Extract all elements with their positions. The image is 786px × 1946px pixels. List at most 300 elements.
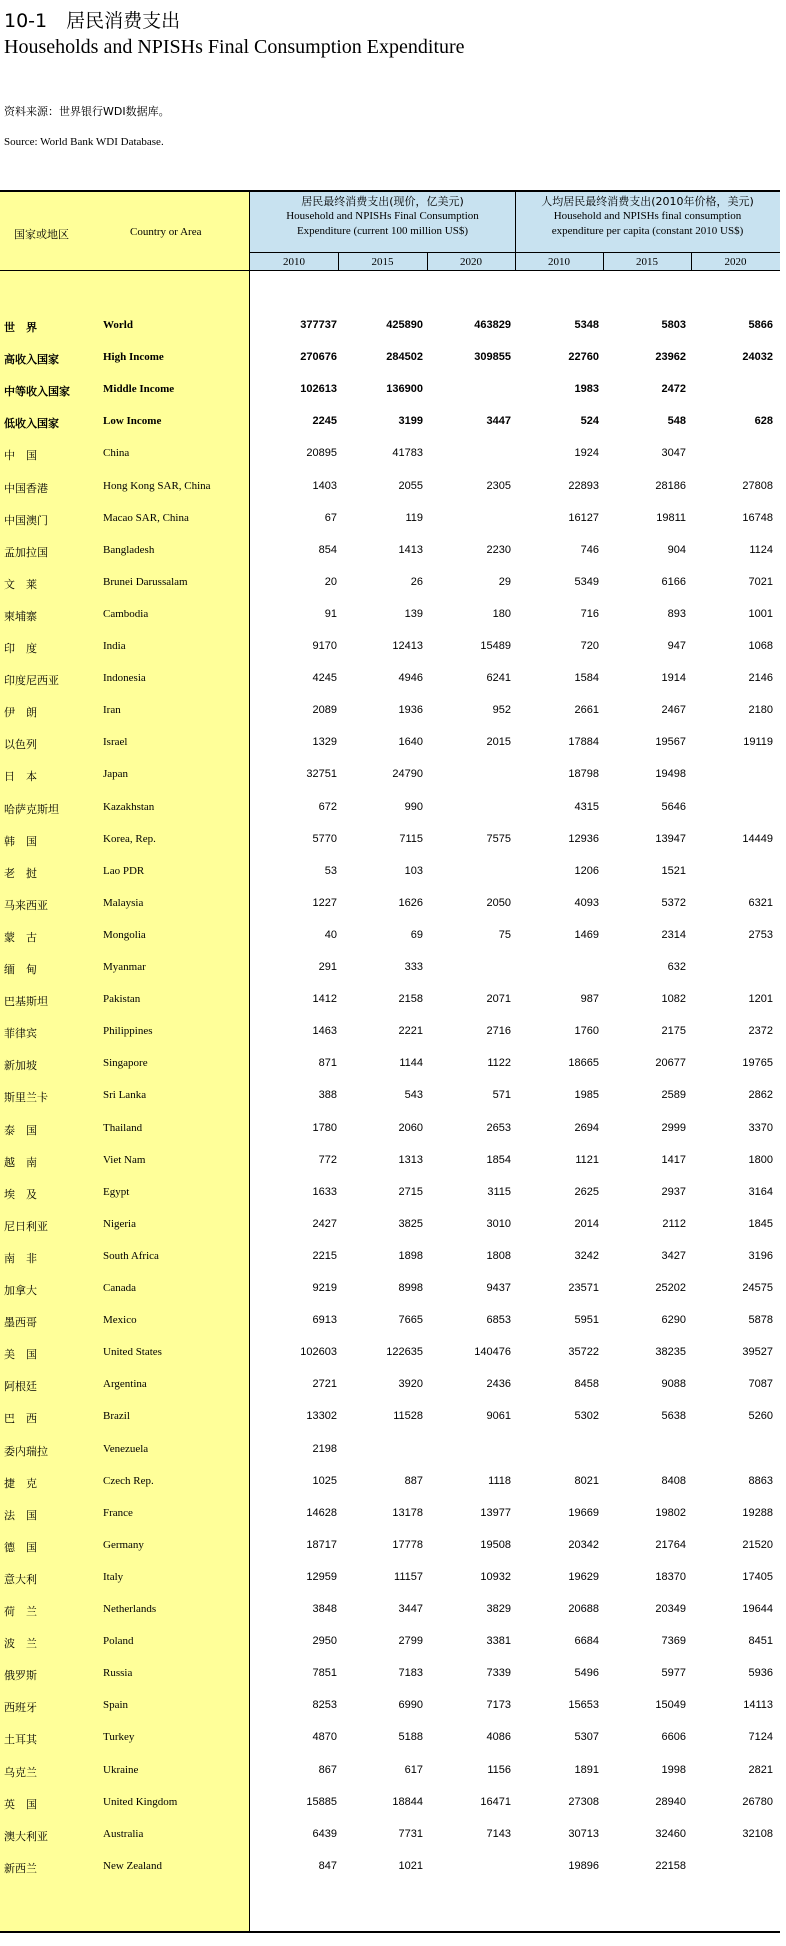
table-cell: 6606	[661, 1731, 686, 1744]
row-label-en: Ukraine	[103, 1763, 139, 1776]
table-cell: 3199	[398, 415, 423, 428]
row-label-en: Spain	[103, 1699, 129, 1712]
table-cell: 20688	[568, 1603, 599, 1615]
table-cell: 8253	[312, 1699, 337, 1712]
table-cell: 1021	[398, 1859, 423, 1872]
table-bottom-rule	[0, 1931, 780, 1933]
row-label-cn: 新加坡	[4, 1059, 37, 1073]
table-cell: 990	[404, 800, 423, 813]
table-cell: 15049	[655, 1699, 686, 1712]
table-cell: 22893	[568, 479, 599, 492]
table-cell: 12959	[306, 1570, 337, 1583]
row-label-cn: 伊 朗	[4, 706, 37, 720]
table-cell: 18665	[568, 1057, 599, 1070]
table-cell: 1584	[574, 672, 599, 685]
table-row	[0, 349, 780, 369]
table-cell: 2950	[312, 1635, 337, 1648]
row-label-cn: 巴基斯坦	[4, 995, 48, 1009]
table-cell: 3370	[748, 1121, 773, 1134]
row-label-cn: 德 国	[4, 1540, 37, 1554]
table-cell: 26780	[742, 1795, 773, 1808]
table-cell: 2372	[748, 1025, 773, 1038]
table-cell: 23571	[568, 1282, 599, 1294]
row-label-en: High Income	[103, 351, 164, 364]
table-cell: 122635	[386, 1346, 423, 1359]
table-cell: 1914	[661, 672, 686, 685]
table-cell: 30713	[568, 1827, 599, 1840]
header-label-en: Country or Area	[130, 226, 202, 238]
header-group-current-cn: 居民最终消费支出(现价，亿美元)	[301, 195, 464, 208]
table-cell: 7369	[661, 1635, 686, 1648]
table-cell: 18370	[655, 1570, 686, 1583]
table-cell: 887	[404, 1474, 423, 1487]
table-cell: 2314	[661, 928, 686, 941]
table-cell: 463829	[474, 319, 511, 331]
table-row	[0, 1055, 780, 1075]
table-cell: 21764	[655, 1538, 686, 1551]
row-label-cn: 世 界	[4, 321, 37, 334]
table-cell: 377737	[300, 319, 337, 331]
table-cell: 1780	[312, 1121, 337, 1134]
table-cell: 20895	[306, 447, 337, 460]
table-row	[0, 1216, 780, 1236]
table-row	[0, 1120, 780, 1140]
table-cell: 1845	[748, 1217, 773, 1230]
table-cell: 53	[324, 864, 337, 877]
table-cell: 19508	[480, 1538, 511, 1551]
table-cell: 15489	[480, 640, 511, 652]
row-label-cn: 波 兰	[4, 1637, 37, 1651]
table-cell: 14113	[743, 1699, 773, 1712]
page-title-en: Households and NPISHs Final Consumption Expenditure	[4, 36, 465, 58]
table-cell: 1800	[748, 1153, 773, 1166]
header-group-percapita	[515, 194, 780, 239]
table-cell: 6321	[748, 896, 773, 909]
table-row	[0, 766, 780, 786]
table-row	[0, 413, 780, 433]
row-label-en: Mongolia	[103, 928, 146, 941]
table-cell: 1156	[487, 1763, 511, 1776]
table-cell: 24575	[742, 1282, 773, 1294]
table-cell: 1082	[661, 993, 686, 1006]
table-cell: 14628	[306, 1506, 337, 1519]
table-cell: 4086	[486, 1731, 511, 1744]
table-row	[0, 702, 780, 722]
table-cell: 772	[318, 1153, 337, 1166]
row-label-cn: 孟加拉国	[4, 545, 48, 559]
table-cell: 35722	[568, 1346, 599, 1359]
table-cell: 19119	[743, 736, 773, 749]
header-year-divider	[250, 252, 780, 253]
table-row	[0, 574, 780, 594]
table-cell: 2937	[661, 1185, 686, 1198]
table-cell: 2245	[312, 415, 337, 428]
table-cell: 3427	[661, 1249, 686, 1262]
row-label-cn: 埃 及	[4, 1187, 37, 1201]
row-label-cn: 乌克兰	[4, 1765, 37, 1779]
row-label-cn: 捷 克	[4, 1476, 37, 1490]
table-row	[0, 1023, 780, 1043]
row-label-en: Iran	[103, 704, 121, 717]
table-cell: 22158	[655, 1859, 686, 1872]
table-cell: 40	[324, 928, 337, 941]
table-cell: 847	[318, 1859, 337, 1872]
table-cell: 2715	[398, 1185, 423, 1198]
table-cell: 871	[318, 1057, 337, 1070]
table-cell: 2071	[486, 993, 511, 1006]
table-cell: 20342	[568, 1538, 599, 1551]
row-label-cn: 以色列	[4, 738, 37, 752]
row-label-en: Low Income	[103, 415, 162, 428]
table-cell: 1854	[486, 1153, 511, 1166]
table-cell: 7021	[748, 575, 773, 588]
table-cell: 32751	[306, 768, 337, 781]
table-cell: 21520	[742, 1538, 773, 1551]
table-cell: 28940	[655, 1795, 686, 1808]
header-group-percapita-en-2: expenditure per capita (constant 2010 US$)	[551, 225, 744, 237]
table-cell: 854	[318, 543, 337, 556]
table-cell: 7115	[399, 832, 423, 845]
table-cell: 1924	[574, 447, 599, 460]
table-cell: 2112	[662, 1217, 686, 1230]
header-group-percapita-cn: 人均居民最终消费支出(2010年价格，美元)	[541, 195, 754, 208]
table-cell: 1329	[312, 736, 337, 749]
table-cell: 8998	[398, 1282, 423, 1294]
table-cell: 8408	[661, 1474, 686, 1487]
table-cell: 952	[492, 704, 511, 717]
table-cell: 3825	[398, 1217, 423, 1230]
table-cell: 3196	[748, 1249, 773, 1262]
table-cell: 1227	[312, 896, 337, 909]
row-label-en: Hong Kong SAR, China	[103, 479, 211, 492]
table-cell: 4245	[312, 672, 337, 685]
table-cell: 1068	[748, 640, 773, 652]
row-label-en: Israel	[103, 736, 128, 749]
table-row	[0, 542, 780, 562]
table-cell: 2753	[748, 928, 773, 941]
table-cell: 3047	[661, 447, 686, 460]
table-cell: 19644	[742, 1603, 773, 1615]
table-cell: 17405	[742, 1570, 773, 1583]
row-label-en: Viet Nam	[103, 1153, 146, 1166]
table-cell: 19802	[655, 1506, 686, 1519]
table-row	[0, 959, 780, 979]
table-cell: 5307	[574, 1731, 599, 1744]
table-row	[0, 1826, 780, 1846]
table-cell: 5496	[574, 1667, 599, 1680]
row-label-en: Malaysia	[103, 896, 144, 909]
table-cell: 39527	[742, 1346, 773, 1359]
table-cell: 5372	[661, 896, 686, 909]
year-header: 2020	[460, 256, 482, 268]
year-header: 2010	[283, 256, 305, 268]
table-cell: 16748	[742, 511, 773, 524]
row-label-en: China	[103, 447, 130, 460]
page-title-cn: 10-1 居民消费支出	[4, 10, 181, 32]
table-cell: 5977	[661, 1667, 686, 1680]
row-label-en: Netherlands	[103, 1603, 157, 1615]
table-cell: 19811	[656, 511, 686, 524]
table-cell: 2158	[398, 993, 423, 1006]
table-cell: 8021	[574, 1474, 599, 1487]
table-cell: 12936	[568, 832, 599, 845]
table-cell: 3447	[398, 1603, 423, 1615]
table-cell: 18717	[306, 1538, 337, 1551]
row-label-cn: 英 国	[4, 1797, 37, 1811]
table-cell: 26	[410, 575, 423, 588]
table-cell: 5646	[661, 800, 686, 813]
table-cell: 11528	[393, 1410, 423, 1423]
table-cell: 9088	[661, 1378, 686, 1391]
table-cell: 139	[404, 607, 423, 620]
year-header: 2015	[371, 256, 394, 268]
table-cell: 388	[318, 1089, 337, 1102]
row-label-cn: 韩 国	[4, 834, 37, 848]
table-cell: 27808	[742, 479, 773, 492]
row-label-cn: 尼日利亚	[4, 1219, 48, 1233]
table-cell: 571	[492, 1089, 511, 1102]
row-label-cn: 中国香港	[4, 481, 48, 495]
table-cell: 893	[667, 607, 686, 620]
row-label-en: Italy	[103, 1570, 124, 1583]
table-cell: 6990	[398, 1699, 423, 1712]
row-label-cn: 马来西亚	[4, 898, 48, 912]
table-cell: 2014	[574, 1217, 599, 1230]
row-label-en: Myanmar	[103, 961, 146, 973]
table-row	[0, 831, 780, 851]
row-label-en: Singapore	[103, 1057, 148, 1070]
table-cell: 29	[498, 575, 511, 588]
row-label-en: Macao SAR, China	[103, 511, 189, 524]
table-cell: 1898	[398, 1249, 423, 1262]
table-cell: 2467	[661, 704, 686, 717]
header-label-cn: 国家或地区	[14, 228, 69, 241]
table-cell: 291	[318, 961, 337, 973]
row-label-en: World	[103, 319, 133, 331]
row-label-cn: 泰 国	[4, 1123, 37, 1137]
table-cell: 2175	[661, 1025, 686, 1038]
table-cell: 5638	[661, 1410, 686, 1423]
table-cell: 3447	[486, 415, 511, 428]
table-cell: 1469	[574, 928, 599, 941]
table-row	[0, 1729, 780, 1749]
source-note-cn: 资料来源：世界银行WDI数据库。	[4, 105, 170, 118]
table-cell: 32460	[655, 1827, 686, 1840]
row-label-en: Egypt	[103, 1185, 130, 1198]
table-cell: 543	[404, 1089, 423, 1102]
table-row	[0, 381, 780, 401]
table-cell: 9219	[312, 1282, 337, 1294]
table-cell: 2146	[748, 672, 773, 685]
table-cell: 13977	[480, 1506, 511, 1519]
row-label-en: Pakistan	[103, 993, 141, 1006]
table-cell: 20	[324, 575, 337, 588]
table-cell: 5302	[574, 1410, 599, 1423]
row-label-en: Japan	[103, 768, 129, 781]
table-cell: 24790	[392, 768, 423, 781]
row-label-en: Argentina	[103, 1378, 147, 1391]
table-row	[0, 478, 780, 498]
table-cell: 4315	[574, 800, 599, 813]
table-cell: 5803	[661, 319, 686, 331]
table-cell: 15885	[306, 1795, 337, 1808]
table-cell: 425890	[386, 319, 423, 331]
table-cell: 17884	[568, 736, 599, 749]
header-group-current	[250, 194, 515, 239]
table-cell: 11157	[394, 1570, 423, 1583]
row-label-cn: 澳大利亚	[4, 1829, 48, 1843]
table-cell: 27308	[568, 1795, 599, 1808]
table-row	[0, 1794, 780, 1814]
table-cell: 19288	[742, 1506, 773, 1519]
table-cell: 15653	[568, 1699, 599, 1712]
table-cell: 19629	[568, 1570, 599, 1583]
table-cell: 7575	[486, 832, 511, 845]
table-cell: 2221	[398, 1025, 423, 1038]
table-cell: 1521	[661, 864, 686, 877]
header-bottom-rule	[0, 270, 780, 271]
row-label-en: France	[103, 1506, 133, 1519]
table-cell: 2050	[486, 896, 511, 909]
row-label-cn: 美 国	[4, 1348, 37, 1362]
row-label-cn: 墨西哥	[4, 1316, 37, 1330]
table-cell: 16471	[480, 1795, 511, 1808]
table-cell: 6290	[661, 1314, 686, 1327]
table-cell: 1417	[661, 1153, 686, 1166]
row-label-cn: 土耳其	[4, 1733, 37, 1747]
table-cell: 19567	[655, 736, 686, 749]
table-cell: 2436	[486, 1378, 511, 1391]
table-cell: 19498	[655, 768, 686, 781]
table-cell: 4870	[312, 1731, 337, 1744]
table-cell: 270676	[300, 351, 337, 364]
row-label-cn: 缅 甸	[4, 963, 37, 976]
table-row	[0, 1441, 780, 1461]
table-row	[0, 1344, 780, 1364]
table-cell: 2821	[748, 1763, 773, 1776]
table-row	[0, 927, 780, 947]
table-cell: 4093	[574, 896, 599, 909]
table-cell: 2653	[486, 1121, 511, 1134]
row-label-cn: 低收入国家	[4, 417, 59, 431]
table-cell: 180	[492, 607, 511, 620]
table-row	[0, 1537, 780, 1557]
table-cell: 2305	[486, 479, 511, 492]
row-label-en: Bangladesh	[103, 543, 155, 556]
table-row	[0, 317, 780, 337]
row-label-en: Poland	[103, 1635, 134, 1648]
row-label-cn: 哈萨克斯坦	[4, 802, 59, 816]
table-cell: 7087	[748, 1378, 773, 1391]
table-row	[0, 1697, 780, 1717]
table-cell: 2661	[574, 704, 599, 717]
table-cell: 3829	[486, 1603, 511, 1615]
table-cell: 2721	[312, 1378, 337, 1391]
table-cell: 1001	[748, 607, 773, 620]
row-label-en: Turkey	[103, 1731, 135, 1744]
table-cell: 672	[318, 800, 337, 813]
table-row	[0, 1280, 780, 1300]
header-group-percapita-en-1: Household and NPISHs final consumption	[553, 210, 742, 222]
table-row	[0, 1312, 780, 1332]
table-cell: 6684	[574, 1635, 599, 1648]
row-label-cn: 印 度	[4, 642, 37, 655]
table-cell: 2180	[748, 704, 773, 717]
table-cell: 9170	[312, 640, 337, 652]
row-label-en: Lao PDR	[103, 864, 145, 877]
table-cell: 19765	[742, 1057, 773, 1070]
table-cell: 102613	[300, 383, 337, 396]
table-cell: 3010	[486, 1217, 511, 1230]
table-cell: 5188	[398, 1731, 423, 1744]
year-header: 2020	[724, 256, 747, 268]
row-label-en: Australia	[103, 1827, 144, 1840]
table-cell: 2999	[661, 1121, 686, 1134]
table-cell: 2694	[574, 1121, 599, 1134]
year-header: 2010	[548, 256, 570, 268]
row-label-en: United States	[103, 1346, 162, 1359]
table-cell: 284502	[386, 351, 423, 364]
table-cell: 746	[580, 543, 599, 556]
table-cell: 7143	[486, 1827, 511, 1840]
table-cell: 947	[667, 640, 686, 652]
table-cell: 1403	[312, 479, 337, 492]
row-label-cn: 加拿大	[4, 1284, 37, 1297]
table-cell: 1936	[398, 704, 423, 717]
table-cell: 9061	[486, 1410, 511, 1423]
row-label-en: New Zealand	[103, 1859, 162, 1872]
row-label-cn: 印度尼西亚	[4, 674, 59, 688]
table-cell: 6853	[486, 1314, 511, 1327]
table-cell: 7339	[486, 1667, 511, 1680]
table-cell: 38235	[655, 1346, 686, 1359]
table-cell: 1633	[312, 1185, 337, 1198]
table-cell: 1025	[312, 1474, 337, 1487]
row-label-cn: 中国澳门	[4, 513, 48, 527]
source-note-en: Source: World Bank WDI Database.	[4, 136, 164, 148]
row-label-en: South Africa	[103, 1249, 159, 1262]
table-cell: 867	[318, 1763, 337, 1776]
row-label-en: India	[103, 640, 126, 652]
table-cell: 6241	[486, 672, 511, 685]
table-cell: 7731	[398, 1827, 423, 1840]
table-cell: 1121	[575, 1153, 599, 1166]
table-cell: 3242	[574, 1249, 599, 1262]
row-label-en: Brazil	[103, 1410, 130, 1423]
table-cell: 23962	[655, 351, 686, 364]
row-label-cn: 法 国	[4, 1508, 37, 1522]
row-label-en: Thailand	[103, 1121, 143, 1134]
table-row	[0, 1601, 780, 1621]
row-label-cn: 越 南	[4, 1155, 37, 1169]
table-cell: 5878	[748, 1314, 773, 1327]
table-cell: 18798	[568, 768, 599, 781]
table-cell: 1201	[748, 993, 773, 1006]
table-cell: 1124	[749, 543, 773, 556]
data-table	[0, 190, 780, 1933]
table-cell: 19669	[568, 1506, 599, 1519]
table-cell: 8863	[748, 1474, 773, 1487]
table-cell: 12413	[392, 640, 423, 652]
table-cell: 5349	[574, 575, 599, 588]
table-row	[0, 799, 780, 819]
table-cell: 1412	[312, 993, 337, 1006]
row-label-en: Kazakhstan	[103, 800, 155, 813]
table-cell: 16127	[568, 511, 599, 524]
table-cell: 69	[410, 928, 423, 941]
row-label-cn: 斯里兰卡	[4, 1091, 48, 1105]
row-label-cn: 巴 西	[4, 1412, 37, 1426]
